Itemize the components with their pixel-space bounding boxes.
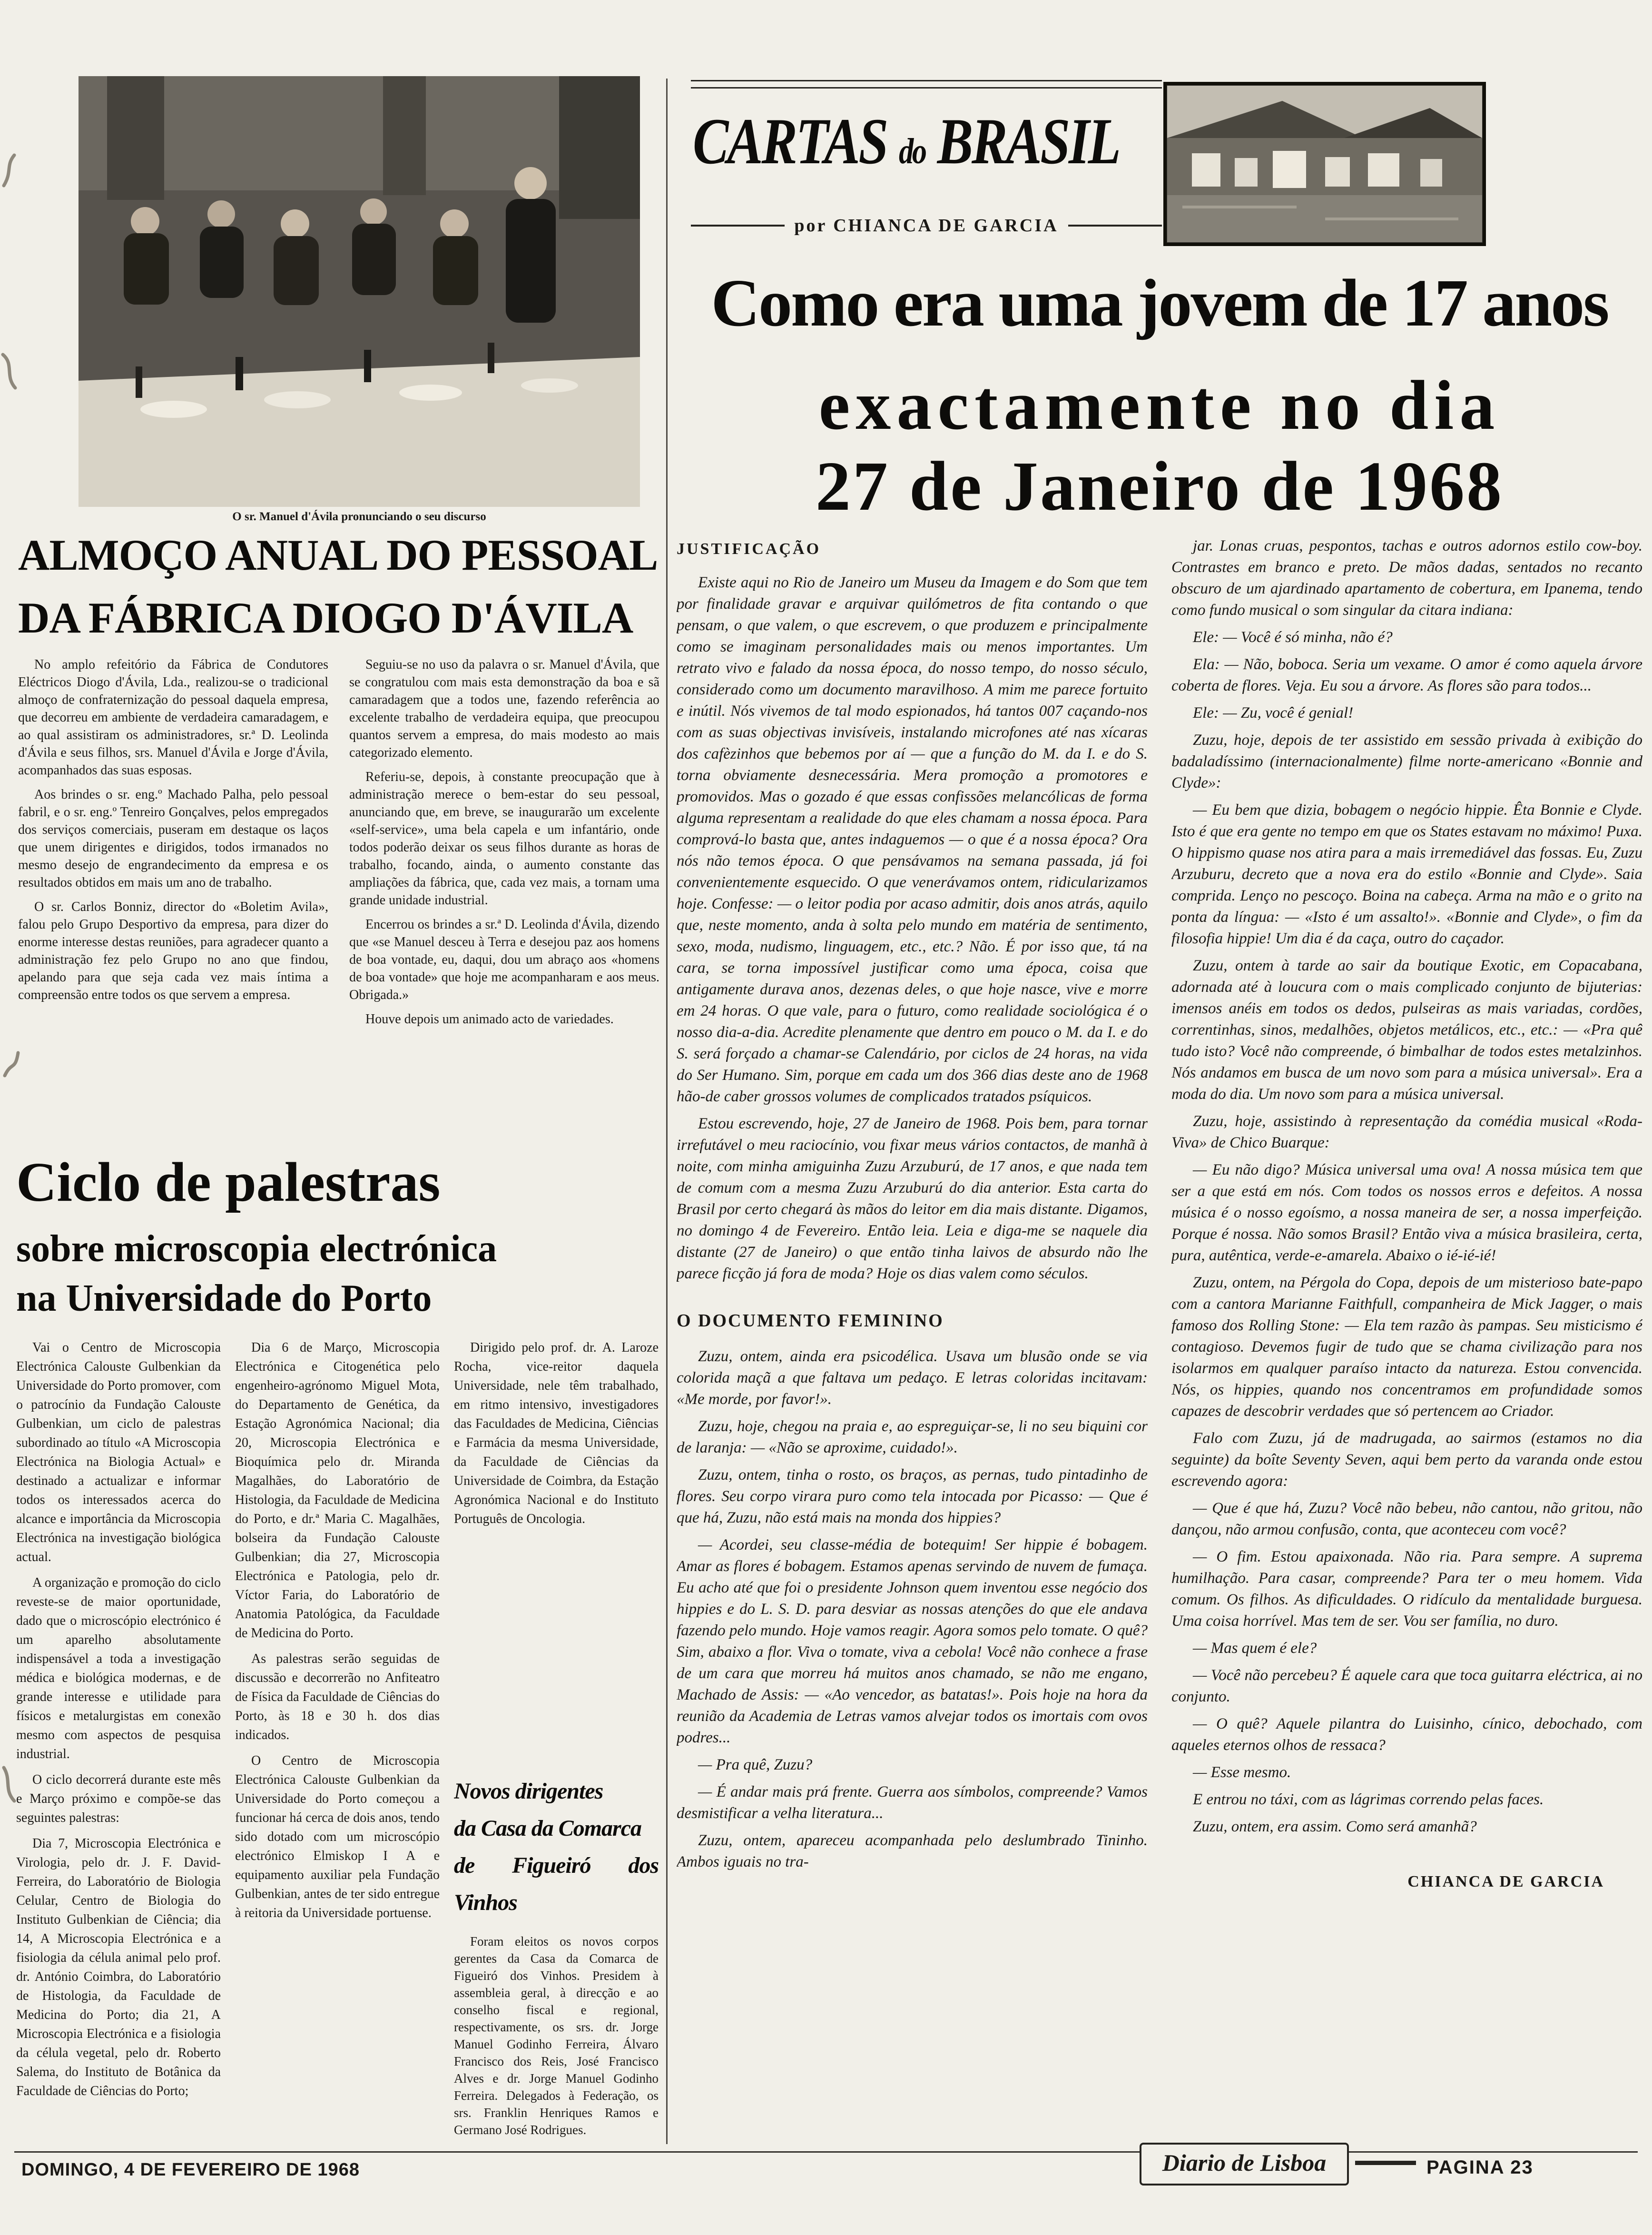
paragraph: Zuzu, hoje, assistindo à representação da comédia musical «Roda-Viva» de Chico Buarque:: [1171, 1113, 1642, 1151]
paragraph: Dia 6 de Março, Microscopia Electrónica e Citogenética pelo engenheiro-agrónomo Miguel Mota, do Departamento de Genética, da Estação Agronómica Nacional; dia 20, Microscopia Electrónica e Bioquímica pelo dr. Miranda Magalhães, do Laboratório de Histologia, da Faculdade de Medicina do Porto, e dr.ª Maria C. Magalhães, bolseira da Fundação Calouste Gulbenkian; dia 27, Microscopia Electrónica e Patologia, pelo dr. Víctor Faria, do Laboratório de Anatomia Patológica, da Faculdade de Medicina do Porto.: [235, 1340, 440, 1641]
paragraph: — Mas quem é ele?: [1193, 1640, 1317, 1657]
paragraph: Foram eleitos os novos corpos gerentes da Casa da Comarca de Figueiró dos Vinhos. Presidem à assembleia geral, à direcção e ao conselho fiscal e regional, respectivamente, os srs. dr. Jorge Manuel Godinho Ferreira, Álvaro Francisco dos Reis, José Francisco Alves e dr. Jorge Manuel Godinho Ferreira. Delegados à Federação, os srs. Franklin Henriques Ramos e Germano José Rodrigues.: [454, 1934, 659, 2137]
almoco-column-1: [18, 656, 328, 1004]
paragraph: Houve depois um animado acto de variedades.: [365, 1012, 614, 1027]
byline-row: [691, 215, 1162, 236]
cartas-do-brasil-section: [677, 0, 1642, 2146]
paragraph: Zuzu, ontem, era assim. Como será amanhã?: [1193, 1818, 1477, 1835]
byline-rule-left: [691, 225, 785, 227]
cartas-title: [693, 101, 1120, 192]
paragraph: — Eu não digo? Música universal uma ova! A nossa música tem que ser a que está em nós. Com todos os nossos erros e defeitos. A nossa música é o nosso egoísmo, a nossa maneira de ser, a nossa imperfeição. Porque é nossa. Não somos Brasil? Então viva a música brasileira, certa, pura, autêntica, verde-e-amarela. Abaixo o ié-ié-ié!: [1171, 1161, 1642, 1264]
novos-headline-line2: da Casa da Comarca: [454, 1816, 642, 1841]
novos-headline: [454, 1773, 659, 1921]
paragraph: Encerrou os brindes a sr.ª D. Leolinda d'Ávila, dizendo que «se Manuel desceu à Terra e desejou paz aos homens de boa vontade, eu, daqui, dou um abraço aos «homens de boa vontade» que hoje me acompanharam e aos meus. Obrigada.»: [349, 917, 659, 1002]
cartas-column-2-text: [1171, 535, 1642, 1838]
ciclo-headline-sub1: sobre microscopia electrónica: [16, 1228, 497, 1270]
byline: por CHIANCA DE GARCIA: [794, 216, 1059, 236]
paragraph: Seguiu-se no uso da palavra o sr. Manuel d'Ávila, que se congratulou com mais esta demonstração da boa e sã camaradagem que a todos une, fazendo referência ao excelente trabalho de verdadeira equipa, que preocupou quantos servem a empresa, do mais modesto ao mais categorizado elemento.: [349, 657, 659, 760]
cartas-title-word2: do: [899, 131, 925, 171]
paragraph: jar. Lonas cruas, pespontos, tachas e outros adornos estilo cow-boy. Contrastes em branco e preto. De mãos dadas, sentados no recanto obscuro de um ajardinado apartamento de cobertura, em Ipanema, tendo como fundo musical o som singular da citara indiana:: [1171, 537, 1642, 619]
cartas-headline-line2: exactamente no dia: [818, 366, 1501, 445]
almoco-headline-line1: ALMOÇO ANUAL DO PESSOAL: [18, 531, 658, 579]
paragraph: O Centro de Microscopia Electrónica Calouste Gulbenkian da Universidade do Porto começou a funcionar há cerca de dois anos, tendo sido dotado com um microscópio electrónico Elmiskop I A e equipamento auxiliar pela Fundação Gulbenkian, antes de ter sido entregue à reitoria da Universidade portuense.: [235, 1753, 440, 1920]
almoco-headline-line2: DA FÁBRICA DIOGO D'ÁVILA: [18, 593, 633, 642]
paragraph: Zuzu, ontem, ainda era psicodélica. Usava um blusão onde se via colorida maçã a que faltava um pedaço. E letras coloridas incitavam: «Me morde, por favor!».: [677, 1348, 1148, 1408]
ciclo-headline-sub2: na Universidade do Porto: [16, 1277, 432, 1319]
ciclo-column-1: [16, 1338, 221, 2145]
paragraph: Aos brindes o sr. eng.º Machado Palha, pelo pessoal fabril, e o sr. eng.º Tenreiro Gonçalves, pelos empregados dos serviços comerciais, puseram em destaque os laços que unem dirigentes e dirigidos, todos irmanados no mesmo desejo de engrandecimento da empresa e os resultados obtidos em mais um ano de trabalho.: [18, 787, 328, 890]
paragraph: A organização e promoção do ciclo reveste-se de maior oportunidade, dado que o microscópio electrónico é um aparelho absolutamente indispensável a toda a investigação médica e biológica modernas, e de grande interesse e utilidade para físicos e metalurgistas em conexão mesmo com aspectos de pesquisa industrial.: [16, 1575, 221, 1761]
paragraph: — Acordei, seu classe-média de botequim! Ser hippie é bobagem. Amar as flores é bobagem. Estamos apenas servindo de nuvem de fumaça. Eu acho até que foi o presidente Johnson quem inventou esse negócio dos hippies e do L. S. D. para desviar as nossas atenções do que ele andava fazendo pelo mundo. Hoje vamos reagir. Agora somos pelo tomate. O quê? Sim, abaixo a flor. Viva o tomate, viva a cebola! Você não conhece a frase de um cara que morreu há muitos anos chamado, se não me engano, Machado de Assis: — «Ao vencedor, as batatas!». Pois hoje na hora da reunião da Academia de Letras vamos alvejar todos os imortais com ovos podres...: [677, 1536, 1148, 1746]
paragraph: Vai o Centro de Microscopia Electrónica Calouste Gulbenkian da Universidade do Porto promover, com o patrocínio da Fundação Calouste Gulbenkian, um ciclo de palestras subordinado ao título «A Microscopia Electrónica na Biologia Actual» e destinado a actualizar e informar todos os interessados acerca do alcance e importância da Microscopia Electrónica na investigação biológica actual.: [16, 1340, 221, 1564]
paragraph: Dirigido pelo prof. dr. A. Laroze Rocha, vice-reitor daquela Universidade, nele têm trabalhado, em ritmo intensivo, investigadores das Faculdades de Medicina, Ciências e Farmácia da mesma Universidade, da Faculdade de Ciências da Universidade de Coimbra, da Estação Agronómica Nacional e do Instituto Português de Oncologia.: [454, 1340, 659, 1526]
section-title-documento-feminino: O DOCUMENTO FEMININO: [677, 1311, 944, 1331]
ciclo-column-3-text: [454, 1338, 659, 1535]
ciclo-column-2: [235, 1338, 440, 2145]
paragraph: Zuzu, ontem, tinha o rosto, os braços, as pernas, tudo pintadinho de flores. Seu corpo virara puro como tela intocada por Picasso: — Que é que há, Zuzu, não está mais na monda dos hippies?: [677, 1466, 1148, 1526]
left-section: [14, 0, 661, 2151]
paragraph: O sr. Carlos Bonniz, director do «Boletim Avila», falou pelo Grupo Desportivo da empresa, para dizer do enorme interesse destas reuniões, para agradecer quanto a administração fez pelo Grupo no ano que findou, apelando para que seja cada vez mais íntima a compreensão entre todos os que servem a empresa.: [18, 900, 328, 1002]
paragraph: — Pra quê, Zuzu?: [698, 1756, 813, 1773]
footer-thick-rule: [1355, 2161, 1416, 2165]
novos-headline-line1: Novos dirigentes: [454, 1779, 603, 1804]
novos-headline-line3: de Figueiró dos Vinhos: [454, 1853, 659, 1915]
paragraph: Zuzu, ontem à tarde ao sair da boutique Exotic, em Copacabana, adornada até à loucura com o mais complicado conjunto de bijuterias: imensos anéis em todos os dedos, pulseiras as mais variadas, cordões, correntinhas, sinos, medalhões, objetos metálicos, etc., etc.: — «Pra quê tudo isto? Você não compreende, ó bimbalhar de todos estes metalzinhos. Nós andamos em busca de um novo som para a música universal». Era a moda do dia. Um novo som para a música universal.: [1171, 957, 1642, 1103]
paragraph: Falo com Zuzu, já de madrugada, ao sairmos (estamos no dia seguinte) da boîte Seventy Seven, aqui bem perto da varanda onde estou escrevendo agora:: [1171, 1430, 1642, 1490]
section-title-justificacao: JUSTIFICAÇÃO: [677, 540, 821, 558]
author-signature: CHIANCA DE GARCIA: [1407, 1873, 1604, 1890]
justificacao-text: [677, 572, 1148, 1285]
almoco-column-2: [349, 656, 659, 1028]
almoco-article: [18, 656, 659, 1146]
almoco-headline: [18, 524, 659, 649]
masthead-rule: [691, 80, 1162, 89]
documento-feminino-text: [677, 1346, 1148, 1873]
page-number: PAGINA 23: [1426, 2157, 1534, 2178]
paragraph: Existe aqui no Rio de Janeiro um Museu da Imagem e do Som que tem por finalidade gravar e arquivar quilómetros de fita contando o que pensam, o que valem, o que escrevem, o que produzem e principalmente como se imaginam personalidades mais ou menos importantes. Um retrato vivo e falado da nossa época, do nosso tempo, do nosso século, considerado como um documento maravilhoso. A mim me parece fortuito e inútil. Nós vivemos de tal modo espionados, há tantos 007 caçando-nos com as suas objectivas invisíveis, instalando microfones até nas xícaras dos cafèzinhos que bebemos por aí — que a função do M. da I. e do S. torna obviamente desnecessária. Mera promoção a promotores e promovidos. Mas o gozado é que essas confissões melancólicas de forma alguma representam a realidade do que eles chamam a nossa época. Para comprová-lo basta que, antes indaguemos — o que é a nossa época? Ora nós não temos época. O que pensávamos na semana passada, já foi convenientemente esquecido. O que venerávamos ontem, ridicularizamos hoje. Confesse: — o leitor podia por acaso admitir, dois anos atrás, aquilo que, neste momento, anda à solta pelo mundo em matéria de sentimento, sexo, moda, nudismo, linguagem, etc., etc.? Não. É por isso que, tá na cara, se torna impossível justificar como uma época, coisa que antigamente durava anos, dezenas deles, o que hoje nasce, vive e morre em 24 horas. O que vale, para o futuro, como realidade sociológica é o nosso dia-a-dia. Acredite plenamente que dentro em pouco o M. da I. e do S. será forçado a chamar-se Calendário, por ciclos de 24 horas, na vida do Ser Humano. Sim, porque em cada um dos 366 dias deste ano de 1968 hão-de caber grossos volumes de complicados tratados psíquicos.: [677, 574, 1148, 1105]
novos-dirigentes-block: [454, 1768, 659, 2145]
paragraph: — É andar mais prá frente. Guerra aos símbolos, compreende? Vamos desmistificar a velha literatura...: [677, 1783, 1148, 1822]
paragraph: Zuzu, ontem, apareceu acompanhada pelo deslumbrado Tininho. Ambos iguais no tra-: [677, 1832, 1148, 1870]
paragraph: No amplo refeitório da Fábrica de Condutores Eléctricos Diogo d'Ávila, Lda., realizou-se o tradicional almoço de confraternização do pessoal daquela empresa, que decorreu em ambiente de verdadeira camaradagem, e ao qual assistiram os administradores, sr.ª D. Leolinda d'Ávila e seus filhos, srs. Manuel d'Ávila e Jorge d'Ávila, acompanhados das suas esposas.: [18, 657, 328, 778]
footer-date: DOMINGO, 4 DE FEVEREIRO DE 1968: [21, 2160, 360, 2180]
paragraph: Zuzu, ontem, na Pérgola do Copa, depois de um misterioso bate-papo com a cantora Marianne Faithfull, companheira de Mick Jagger, o mais famoso dos Rolling Stone: — Ela tem razão às pampas. Seu misticismo é contagioso. Devemos fugir de tudo que se chama civilização para nos isolarmos em qualquer paraíso intacto da natureza. Estou convencida. Nós, os hippies, quando nos concentramos em profundidade somos capazes de descobrir verdades que só pertencem ao Criador.: [1171, 1274, 1642, 1420]
paragraph: Zuzu, hoje, depois de ter assistido em sessão privada à exibição do badaladíssimo (internacionalmente) filme norte-americano «Bonnie and Clyde»:: [1171, 732, 1642, 791]
cartas-headline-line1: Como era uma jovem de 17 anos: [711, 265, 1608, 340]
ciclo-column-3: [454, 1338, 659, 2145]
paragraph: Ele: — Zu, você é genial!: [1193, 704, 1354, 722]
paragraph: Referiu-se, depois, à constante preocupação que à administração merece o bem-estar do seu pessoal, anunciando que, em breve, se inaugurarão um excelente «self-service», uma bela capela e um infantário, onde todos poderão deixar os seus filhos durante as horas de trabalho, focando, ainda, o aumento constante das ampliações da fábrica, que, cada vez mais, a tornam uma grande unidade industrial.: [349, 770, 659, 908]
paragraph: E entrou no táxi, com as lágrimas correndo pelas faces.: [1193, 1791, 1544, 1808]
paragraph: — Eu bem que dizia, bobagem o negócio hippie. Êta Bonnie e Clyde. Isto é que era gente no tempo em que os States estavam no máximo! Puxa. O hippismo quase nos atira para a mais irremediável das fossas. Eu, Zuzu Arzuburu, decreto que a nova era do estilo «Bonnie and Clyde». Saia comprida. Lenço no pescoço. Boina na cabeça. Arma na mão e o grito na ponta da língua: — «Isto é um assalto!». «Bonnie and Clyde», o fim da filosofia hippie! Um dia é da caça, outro do caçador.: [1171, 801, 1642, 947]
cartas-title-word1: CARTAS: [693, 105, 887, 178]
footer-rule: [14, 2151, 1638, 2153]
paragraph: O ciclo decorrerá durante este mês e Março próximo e compõe-se das seguintes palestras:: [16, 1772, 221, 1825]
paragraph: — Que é que há, Zuzu? Você não bebeu, não cantou, não gritou, não dançou, não armou confusão, conta, que aconteceu com você?: [1171, 1500, 1642, 1538]
cartas-title-word3: BRASIL: [937, 105, 1120, 178]
paragraph: — Esse mesmo.: [1193, 1764, 1291, 1781]
column-divider: [666, 79, 668, 2144]
cartas-headline-line3: 27 de Janeiro de 1968: [815, 447, 1504, 525]
paragraph: Zuzu, hoje, chegou na praia e, ao espreguiçar-se, li no seu biquini cor de laranja: — «Não se aproxime, cuidado!».: [677, 1418, 1148, 1456]
ciclo-headline-main: Ciclo de palestras: [16, 1151, 441, 1213]
paragraph: — Você não percebeu? É aquele cara que toca guitarra eléctrica, ai no conjunto.: [1171, 1667, 1642, 1705]
masthead-photo: [1163, 82, 1486, 246]
paragraph: Ele: — Você é só minha, não é?: [1193, 629, 1393, 646]
cartas-body: [677, 535, 1642, 2137]
novos-body: [454, 1933, 659, 2138]
paragraph: Dia 7, Microscopia Electrónica e Virologia, pelo dr. J. F. David-Ferreira, do Laboratório de Biologia Celular, Centro de Biologia do Instituto Gulbenkian de Ciência; dia 14, A Microscopia Electrónica e a fisiologia da célula animal pelo prof. dr. António Coimbra, do Laboratório de Histologia, da Faculdade de Medicina do Porto; dia 21, A Microscopia Electrónica e a fisiologia da célula vegetal, pelo dr. Roberto Salema, do Instituto de Botânica da Faculdade de Ciências do Porto;: [16, 1836, 221, 2098]
paragraph: As palestras serão seguidas de discussão e decorrerão no Anfiteatro de Física da Faculdade de Ciências do Porto, às 18 e 30 h. dos dias indicados.: [235, 1652, 440, 1742]
cartas-column-2: [1171, 535, 1642, 2137]
paragraph: — O fim. Estou apaixonada. Não ria. Para sempre. A suprema humilhação. Para casar, compreende? Para ter o meu homem. Vida comum. Os filhos. As dificuldades. O ridículo da mentalidade burguesa. Uma coisa horrível. Mas tem de ser. Vou ser família, no duro.: [1171, 1548, 1642, 1630]
banquet-photo: [79, 76, 640, 507]
ciclo-article: [16, 1338, 659, 2145]
paragraph: Ela: — Não, boboca. Seria um vexame. O amor é como aquela árvore coberta de flores. Veja. Eu sou a árvore. As flores são para todos...: [1171, 656, 1642, 694]
byline-rule-right: [1068, 225, 1162, 227]
photo-caption: O sr. Manuel d'Ávila pronunciando o seu discurso: [232, 510, 486, 523]
cartas-column-1: [677, 535, 1148, 2137]
paragraph: — O quê? Aquele pilantra do Luisinho, cínico, debochado, com aqueles eternos olhos de ressaca?: [1171, 1715, 1642, 1754]
paragraph: Estou escrevendo, hoje, 27 de Janeiro de 1968. Pois bem, para tornar irrefutável o meu raciocínio, vou fixar meus vários contactos, de manhã à noite, com minha amiguinha Zuzu Arzuburú, de 17 anos, e que nada tem de comum com a mesma Zuzu Arzuburú do dia anterior. Esta carta do Brasil por certo chegará às mãos do leitor em dia mais distante. Digamos, no domingo 4 de Fevereiro. Então leia. Leia e diga-me se naquele dia distante (27 de Janeiro) o que então tinha laivos de absurdo não lhe parece ficção já fora de moda? Hoje os dias valem como séculos.: [677, 1115, 1148, 1282]
newspaper-masthead-logo: Diario de Lisboa: [1140, 2143, 1349, 2186]
